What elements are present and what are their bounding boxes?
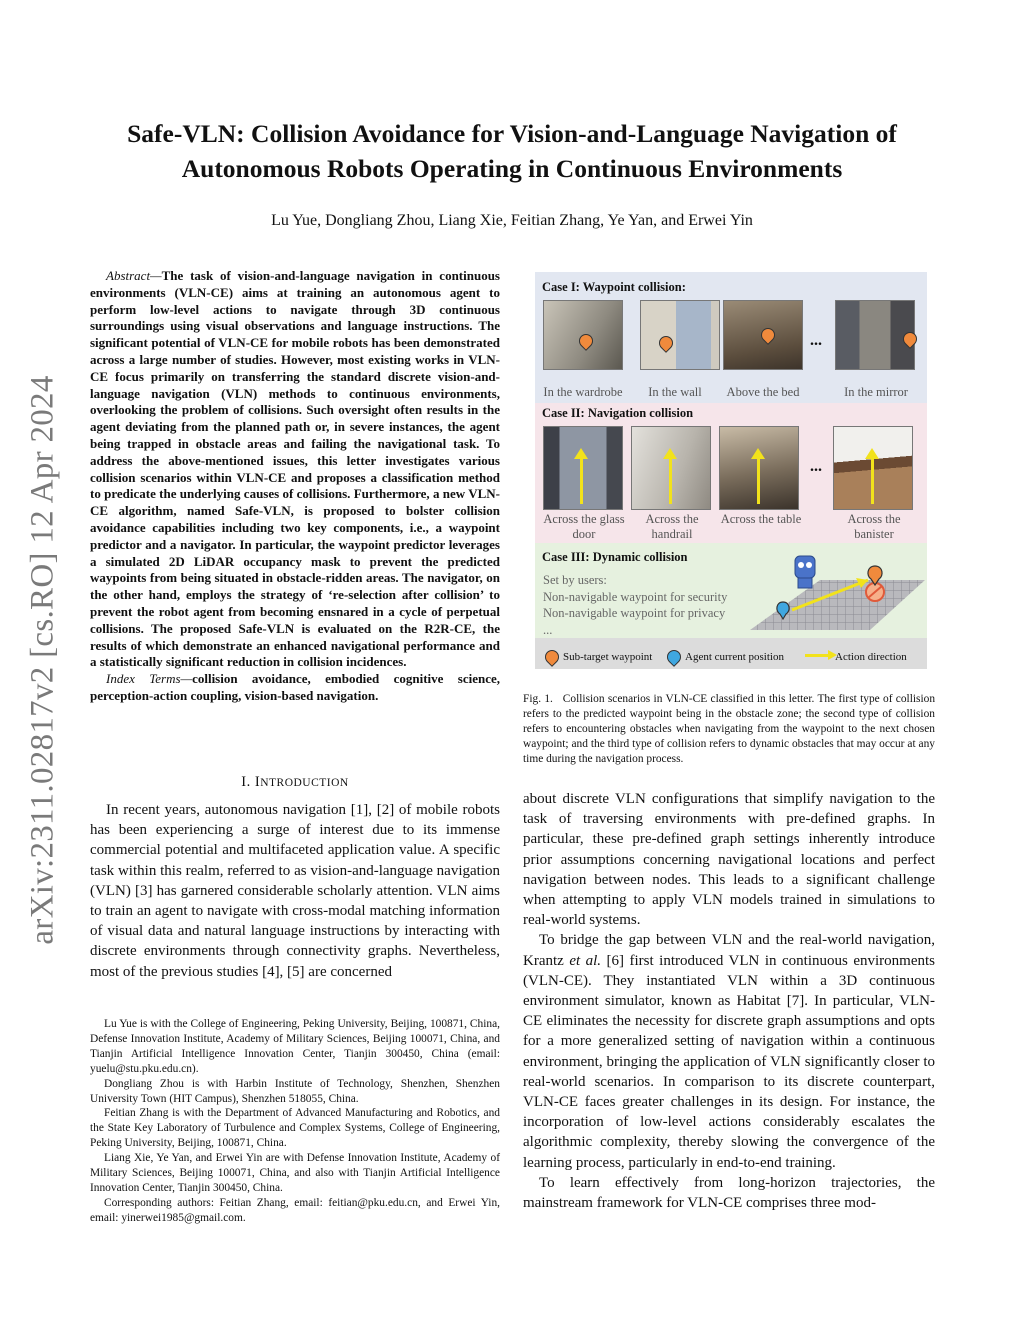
ellipsis: ... (810, 458, 822, 475)
footnote: Corresponding authors: Feitian Zhang, email: feitian@pku.edu.cn, and Erwei Yin, email: yinerwei1985@gmail.com. (90, 1196, 500, 1224)
robot-icon (795, 556, 815, 578)
introduction-paragraph: In recent years, autonomous navigation [1], [2] of mobile robots has been experiencing a surge of interest due to its immense commercial potential and multifaceted application value. A specific task within this realm, referred to as vision-and-language navigation (VLN) [3] has garnered considerable scholarly attention. VLN aims to train an agent to navigate with cross-modal matching information of visual data and natural language instructions by interacting with discrete environments through connectivity graphs. Nevertheless, most of the previous studies [4], [5] are concerned (90, 802, 500, 980)
case-2-label: Across the glass door (543, 512, 625, 541)
footnote: Dongliang Zhou is with Harbin Institute of Technology, Shenzhen, Shenzhen University Town (HIT Campus), Shenzhen 518055, China. (90, 1077, 500, 1105)
case-1-label: Above the bed (726, 385, 800, 399)
paper-title: Safe-VLN: Collision Avoidance for Vision-and-Language Navigation of Autonomous Robots Operating in Continuous Environments (127, 119, 897, 183)
action-arrow (757, 458, 760, 504)
abstract-text: The task of vision-and-language navigation in continuous environments (VLN-CE) aims at training an autonomous agent to perform low-level actions to navigate through 3D continuous surroundings using visual observations and language instructions. The significant potential of VLN-CE for mobile robots has been demonstrated across a large number of studies. However, most existing works in VLN-CE focus primarily on transferring the standard discrete vision-and-language navigation (VLN) methods to continuous environments, overlooking the problem of collisions. Such oversight often results in the agent deviating from the planned path or, in severe instances, the agent being trapped in obstacle areas and failing the navigational task. To address the above-mentioned issues, this letter investigates various collision scenarios within VLN-CE and proposes a classification method to predicate the underlying causes of collisions. Furthermore, a new VLN-CE algorithm, named Safe-VLN, is proposed to bolster collision avoidance capabilities including two key components, i.e., a waypoint predictor and a navigator. In particular, the waypoint predictor leverages a simulated 2D LiDAR occupancy mask to prevent the predicted waypoints from being situated in obstacle-ridden areas. The navigator, on the other hand, employs the strategy of ‘re-selection after collision’ to prevent the robot agent from becoming ensnared in a cycle of perpetual collisions. The proposed Safe-VLN is evaluated on the R2R-CE, the results of which demonstrate an enhanced navigational performance and a statistically significant reduction in collision incidences. (90, 268, 500, 670)
footnote: Feitian Zhang is with the Department of Advanced Manufacturing and Robotics, and the State Key Laboratory of Turbulence and Complex Systems, College of Engineering, Peking University, Beijing, 100871, China. (90, 1107, 500, 1150)
case-2-label: Across the banister (847, 512, 901, 541)
introduction-continued: about discrete VLN configurations that simplify navigation to the task of traversing environments with pre-defined graphs. In particular, these pre-defined graph settings inherently introduce prior assumptions concerning navigational locations and perfect navigation between nodes. This leads to a significant challenge when attempting to apply VLN models trained in simulations to real-world systems. To bridge the gap between VLN and the real-world navigation, Krantz et al. [6] first introduced VLN in continuous environments (VLN-CE). They instantiated VLN within a 3D continuous environment simulator, known as Habitat [7]. In particular, VLN-CE eliminates the necessity for discrete graph assumptions and opts for a more generalized setting of navigation within a continuous environment, bringing the application of VLN significantly closer to real-world scenarios. In comparison to its discrete counterpart, VLN-CE faces greater challenges in its design. For instance, the incorporation of low-level actions considerably escalates the algorithmic complexity, thereby slowing the convergence of the learning process, particularly in end-to-end training. To learn effectively from long-horizon trajectories, the mainstream framework for VLN-CE comprises three mod- (523, 791, 935, 1212)
footnote: Liang Xie, Ye Yan, and Erwei Yin are with Defense Innovation Institute, Academy of Military Sciences, Beijing 100071, China, and also with Tianjin Artificial Intelligence Innovation Center, Tianjin 300450, China. (90, 1152, 500, 1194)
action-arrow (871, 458, 874, 504)
legend-sub-target: Sub-target waypoint (563, 651, 653, 663)
case-2-title: Case II: Navigation collision (542, 406, 694, 420)
case-3-title: Case III: Dynamic collision (542, 550, 688, 564)
action-arrow (580, 458, 583, 504)
case-2-label: Across the handrail (645, 512, 699, 541)
case-1-label: In the wardrobe (543, 385, 623, 399)
legend-agent-position: Agent current position (685, 651, 784, 663)
ellipsis: ... (810, 332, 822, 349)
arxiv-identifier: arXiv:2311.02817v2 [cs.RO] 12 Apr 2024 (24, 375, 61, 945)
legend-action-direction: Action direction (835, 651, 907, 663)
figure-1-caption: Fig. 1. Collision scenarios in VLN-CE classified in this letter. The first type of collision refers to the predicted waypoint being in the obstacle zone; the second type of collision refers to encountering obstacles when navigating from the waypoint to the next chosen waypoint; and the third type of collision refers to dynamic obstacles that may occur at any time during the navigation process. (523, 693, 936, 765)
case-1-title: Case I: Waypoint collision: (542, 280, 686, 294)
floor-grid (750, 580, 925, 630)
legend-arrow-icon (805, 654, 829, 657)
figure-1 (535, 272, 927, 669)
author-footnotes (90, 1017, 500, 1226)
photo-wall (640, 300, 720, 370)
abstract (90, 268, 500, 705)
footnote: Lu Yue is with the College of Engineering, Peking University, Beijing, 100871, China, Defense Innovation Institute, Academy of Military Sciences, Beijing 100071, China, and Tianjin Artificial Intelligence Innovation Center, Tianjin 300450, China (email: yuelu@stu.pku.edu.cn). (90, 1018, 500, 1075)
case-2-label: Across the table (720, 512, 802, 526)
case-1-label: In the mirror (844, 385, 908, 399)
dynamic-collision-illustration (750, 550, 925, 638)
case-1-label: In the wall (648, 385, 702, 399)
index-terms-text: collision avoidance, embodied cognitive science, perception-action coupling, vision-based navigation. (90, 671, 500, 703)
abstract-label: Abstract— (106, 268, 162, 283)
action-arrow (669, 458, 672, 504)
section-heading-introduction: I. INTRODUCTION (241, 774, 349, 790)
case-3-settings: Set by users: Non-navigable waypoint for security Non-navigable waypoint for privacy ... (543, 573, 728, 637)
author-list: Lu Yue, Dongliang Zhou, Liang Xie, Feitian Zhang, Ye Yan, and Erwei Yin (271, 212, 753, 229)
index-terms-label: Index Terms— (106, 671, 193, 687)
photo-glass-door (543, 426, 623, 510)
